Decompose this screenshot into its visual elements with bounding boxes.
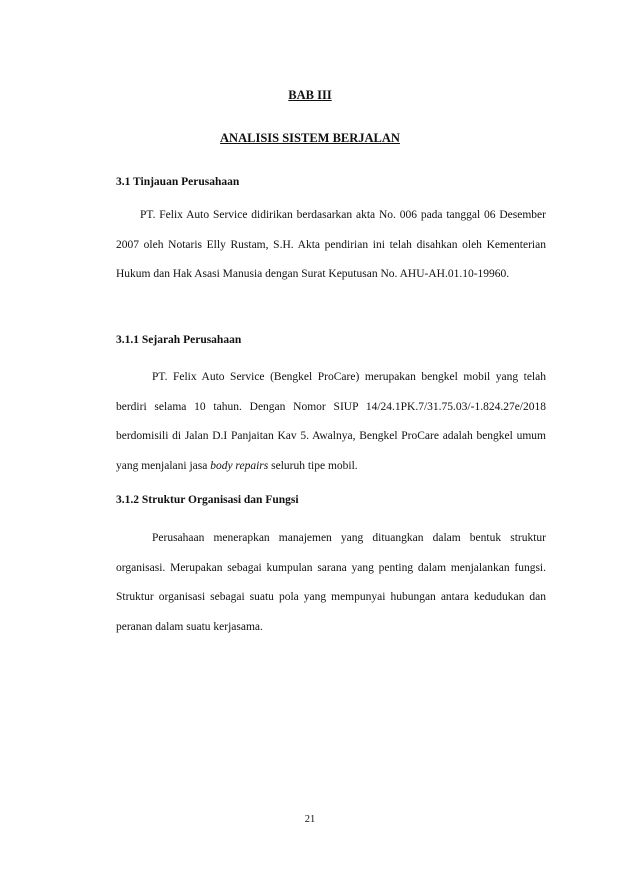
section-heading-struktur: 3.1.2 Struktur Organisasi dan Fungsi	[116, 494, 299, 506]
section-heading-sejarah: 3.1.1 Sejarah Perusahaan	[116, 334, 242, 346]
paragraph-tinjauan	[116, 201, 546, 290]
paragraph-tinjauan-text: PT. Felix Auto Service didirikan berdasarkan akta No. 006 pada tanggal 06 Desember 2007 oleh Notaris Elly Rustam, S.H. Akta pendirian ini telah disahkan oleh Kementerian Hukum dan Hak Asasi Manusia dengan Surat Keputusan No. AHU-AH.01.10-19960.	[116, 209, 546, 280]
paragraph-sejarah	[116, 363, 546, 481]
paragraph-struktur-text: Perusahaan menerapkan manajemen yang dituangkan dalam bentuk struktur organisasi. Merupakan sebagai kumpulan sarana yang penting dalam menjalankan fungsi. Struktur organisasi sebagai suatu pola yang mempunyai hubungan antara kedudukan dan peranan dalam suatu kerjasama.	[116, 532, 546, 633]
chapter-number: BAB III	[288, 88, 332, 102]
paragraph-sejarah-text: PT. Felix Auto Service (Bengkel ProCare) merupakan bengkel mobil yang telah berdiri selama 10 tahun. Dengan Nomor SIUP 14/24.1PK.7/31.75.03/-1.824.27e/2018 berdomisili di Jalan D.I Panjaitan Kav 5. Awalnya, Bengkel ProCare adalah bengkel umum yang menjalani jasa	[116, 371, 546, 472]
section-heading-tinjauan: 3.1 Tinjauan Perusahaan	[116, 176, 240, 188]
chapter-title: ANALISIS SISTEM BERJALAN	[220, 131, 400, 145]
paragraph-struktur	[116, 524, 546, 642]
page-number: 21	[304, 814, 316, 825]
paragraph-sejarah-text-end: seluruh tipe mobil.	[268, 459, 358, 472]
paragraph-sejarah-italic: body repairs	[210, 459, 269, 472]
